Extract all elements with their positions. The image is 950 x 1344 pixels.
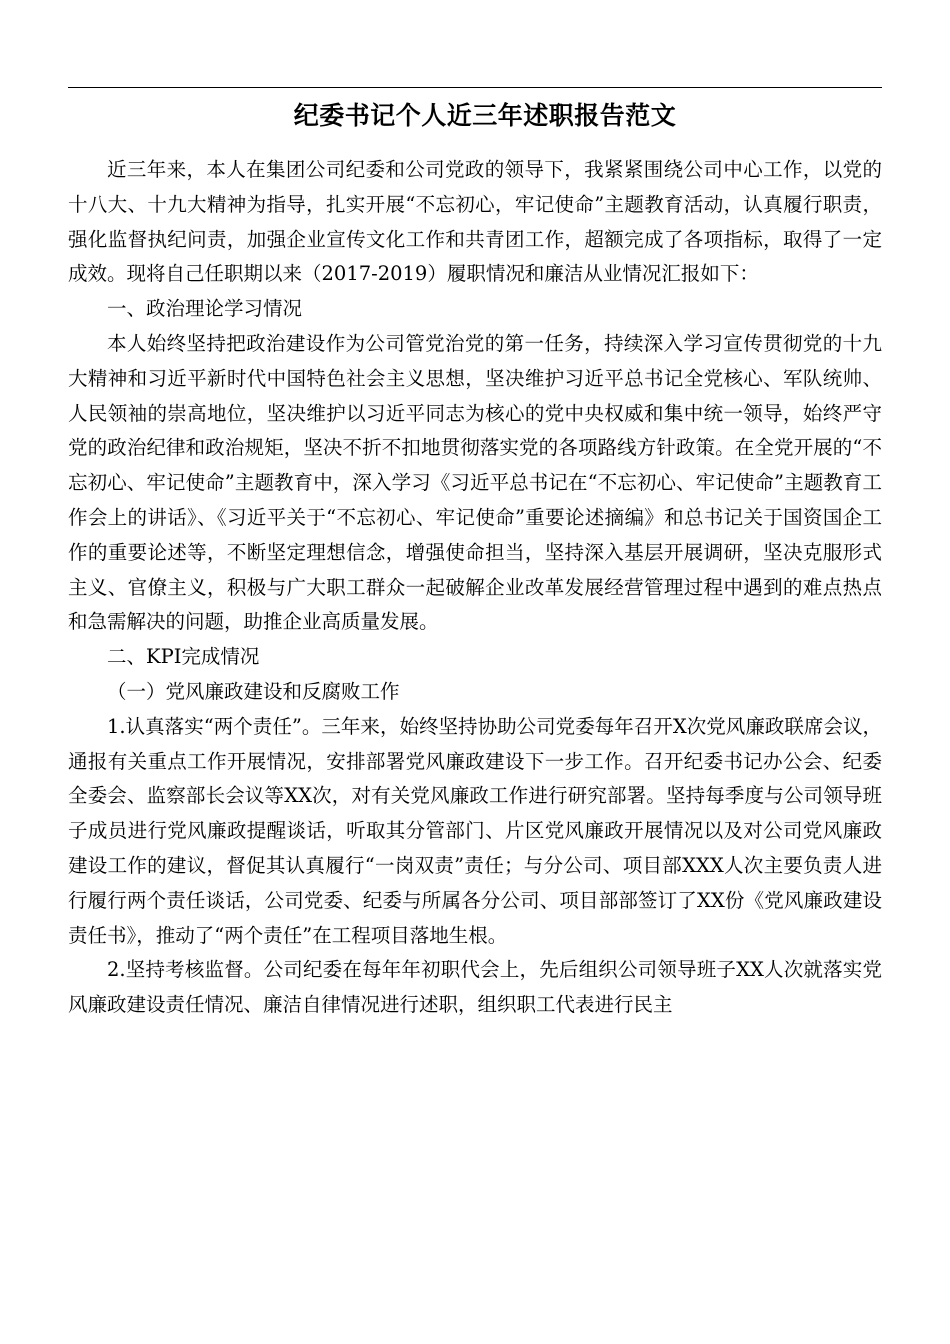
- paragraph-two-responsibilities: 1.认真落实“两个责任”。三年来，始终坚持协助公司党委每年召开X次党风廉政联席会议，通报有关重点工作开展情况，安排部署党风廉政建设下一步工作。召开纪委书记办公会、纪委全委会、监察部长会议等XX次，对有关党风廉政工作进行研究部署。坚持每季度与公司领导班子成员进行党风廉政提醒谈话，听取其分管部门、片区党风廉政开展情况以及对公司党风廉政建设工作的建议，督促其认真履行“一岗双责”责任；与分公司、项目部XXX人次主要负责人进行履行两个责任谈话，公司党委、纪委与所属各分公司、项目部部签订了XX份《党风廉政建设责任书》，推动了“两个责任”在工程项目落地生根。: [68, 714, 882, 947]
- document-page: [68, 0, 882, 1344]
- paragraph-assessment-supervision: 2.坚持考核监督。公司纪委在每年年初职代会上，先后组织公司领导班子XX人次就落实党风廉政建设责任情况、廉洁自律情况进行述职，组织职工代表进行民主: [68, 958, 882, 1017]
- section-heading-kpi: 二、KPI完成情况: [107, 645, 260, 669]
- subsection-heading-anticorruption: （一）党风廉政建设和反腐败工作: [107, 679, 400, 703]
- paragraph-political-study: 本人始终坚持把政治建设作为公司管党治党的第一任务，持续深入学习宣传贯彻党的十九大精神和习近平新时代中国特色社会主义思想，坚决维护习近平总书记全党核心、军队统帅、人民领袖的崇高地位，坚决维护以习近平同志为核心的党中央权威和集中统一领导，始终严守党的政治纪律和政治规矩，坚决不折不扣地贯彻落实党的各项路线方针政策。在全党开展的“不忘初心、牢记使命”主题教育中，深入学习《习近平总书记在“不忘初心、牢记使命”主题教育工作会上的讲话》、《习近平关于“不忘初心、牢记使命”重要论述摘编》和总书记关于国资国企工作的重要论述等，不断坚定理想信念，增强使命担当，坚持深入基层开展调研，坚决克服形式主义、官僚主义，积极与广大职工群众一起破解企业改革发展经营管理过程中遇到的难点热点和急需解决的问题，助推企业高质量发展。: [68, 331, 882, 634]
- header-rule: [68, 87, 882, 88]
- document-title: 纪委书记个人近三年述职报告范文: [293, 101, 677, 130]
- section-heading-political-study: 一、政治理论学习情况: [107, 297, 303, 321]
- document-body: [68, 153, 882, 1023]
- paragraph-intro: 近三年来，本人在集团公司纪委和公司党政的领导下，我紧紧围绕公司中心工作，以党的十八大、十九大精神为指导，扎实开展“不忘初心，牢记使命”主题教育活动，认真履行职责，强化监督执纪问责，加强企业宣传文化工作和共青团工作，超额完成了各项指标，取得了一定成效。现将自己任职期以来（2017-2019）履职情况和廉洁从业情况汇报如下：: [68, 158, 882, 286]
